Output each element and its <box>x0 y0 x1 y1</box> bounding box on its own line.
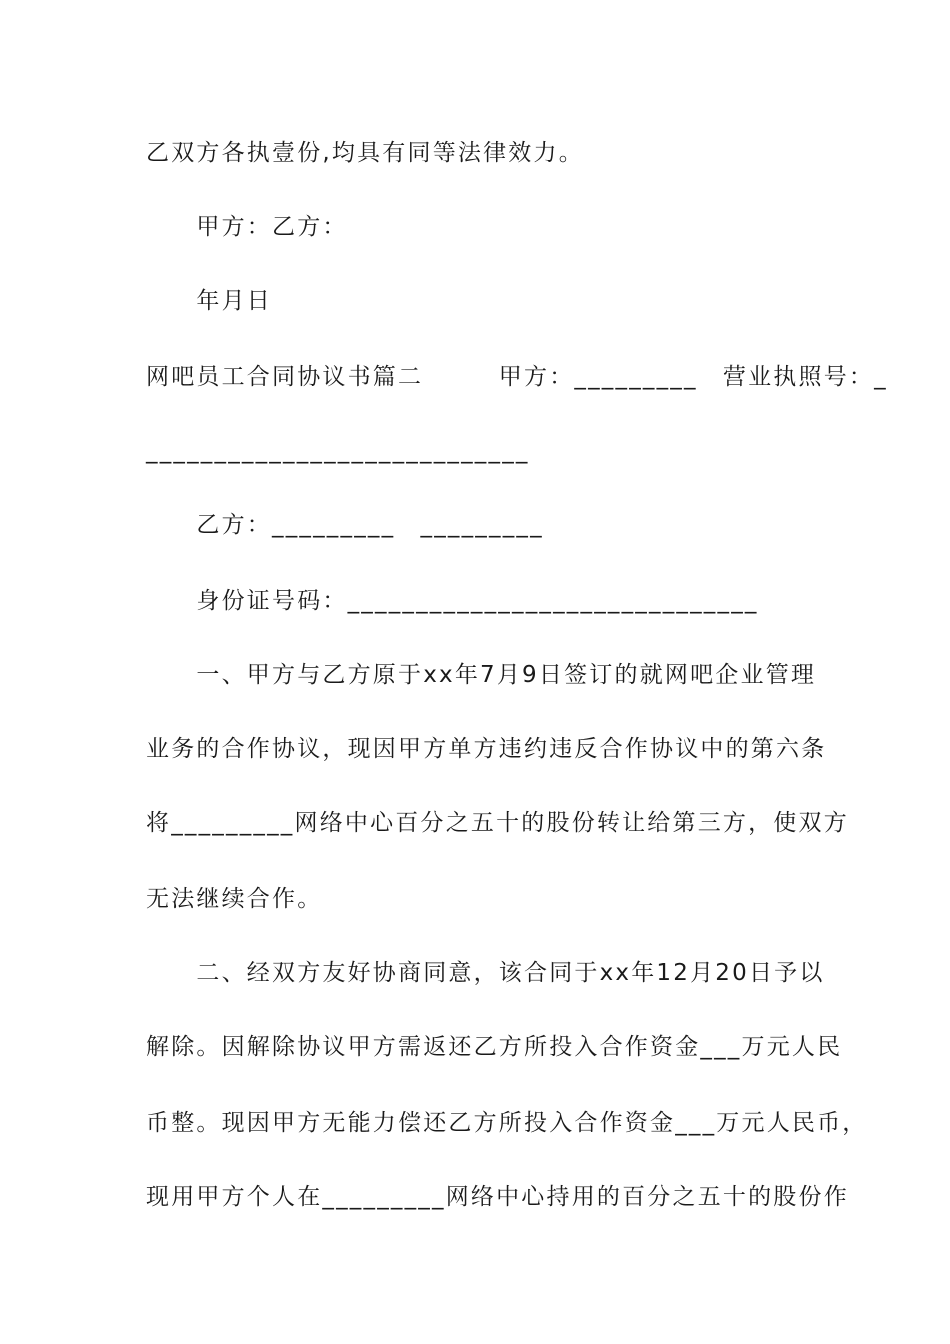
text-line: ____________________________ <box>146 438 530 464</box>
text-line: 乙方：_________ _________ <box>146 512 544 538</box>
text-line: 乙双方各执壹份,均具有同等法律效力。 <box>146 140 584 166</box>
text-line: 解除。因解除协议甲方需返还乙方所投入合作资金___万元人民 <box>146 1034 843 1060</box>
text-line: 业务的合作协议，现因甲方单方违约违反合作协议中的第六条 <box>146 736 827 762</box>
text-line: 无法继续合作。 <box>146 886 323 912</box>
text-line: 二、经双方友好协商同意，该合同于xx年12月20日予以 <box>146 960 825 986</box>
text-line: 一、甲方与乙方原于xx年7月9日签订的就网吧企业管理 <box>146 662 817 688</box>
text-line: 甲方：乙方： <box>146 214 348 240</box>
text-line: 现用甲方个人在_________网络中心持用的百分之五十的股份作 <box>146 1184 849 1210</box>
text-line: 网吧员工合同协议书篇二 甲方：_________ 营业执照号：_ <box>146 364 888 390</box>
text-line: 身份证号码：______________________________ <box>146 588 759 614</box>
text-line: 币整。现因甲方无能力偿还乙方所投入合作资金___万元人民币， <box>146 1110 868 1136</box>
text-line: 年月日 <box>146 288 272 314</box>
text-line: 将_________网络中心百分之五十的股份转让给第三方，使双方 <box>146 810 849 836</box>
